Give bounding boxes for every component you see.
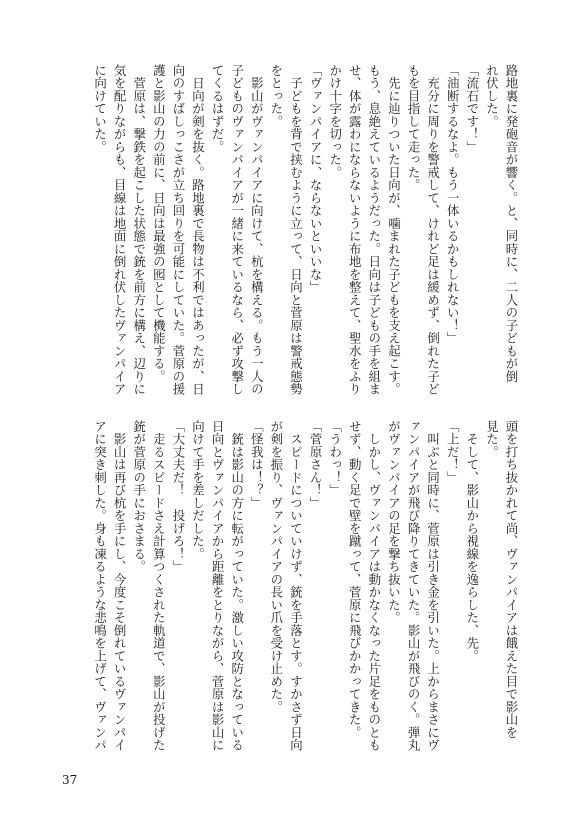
text-line: が剣を振り、ヴァンパイアの長い爪を受け止めた。 bbox=[268, 420, 284, 714]
text-line: スピードについていけず、銃を手落とす。すかさず日向 bbox=[288, 420, 304, 752]
text-line: 先に辿りついた日向が、噛まれた子どもを支え起こす。 bbox=[386, 64, 402, 396]
text-line: もを目指して走った。 bbox=[406, 64, 422, 192]
text-line: 向のすばしっこさが立ち回りを可能にしていた。菅原の援 bbox=[170, 64, 186, 396]
text-line: 影山は再び杭を手にし、今度こそ倒れているヴァンパイ bbox=[112, 420, 128, 752]
text-line: 充分に周りを警戒して、けれど足は緩めず、倒れた子ど bbox=[425, 64, 441, 396]
text-line: 向けて手を差しだした。 bbox=[190, 420, 206, 561]
text-line: れ伏した。 bbox=[484, 64, 500, 128]
text-line: がヴァンパイアの足を撃ち抜いた。 bbox=[386, 420, 402, 624]
lower-text-block bbox=[57, 420, 521, 763]
text-line: に向けていた。 bbox=[92, 64, 108, 154]
text-line: アに突き刺した。身も凍るような悲鳴を上げて、ヴァンパ bbox=[92, 420, 108, 752]
text-line: ァンパイアが飛び降りてきていた。影山が飛びのく。弾丸 bbox=[406, 420, 422, 752]
text-line: 頭を打ち抜かれて尚、ヴァンパイアは餓えた目で影山を bbox=[504, 420, 519, 739]
text-line: 日向とヴァンパイアから距離をとりながら、菅原は影山に bbox=[210, 420, 226, 752]
text-line: 影山がヴァンパイアに向けて、杭を構える。もう一人の bbox=[249, 64, 265, 396]
page-number: 37 bbox=[62, 773, 78, 787]
text-line: 子どもを背で挟むように立って、日向と菅原は警戒態勢 bbox=[288, 64, 304, 396]
text-line: てくるはずだ。 bbox=[210, 64, 226, 154]
text-line: もう、息絶えているようだった。日向は子どもの手を組ま bbox=[366, 64, 382, 396]
text-line: 銃は影山の方に転がっていた。激しい攻防となっている bbox=[229, 420, 245, 752]
text-line: 「大丈夫だ！ 投げろ！」 bbox=[170, 420, 186, 573]
upper-text-block bbox=[57, 64, 521, 407]
text-line: をとった。 bbox=[268, 64, 284, 128]
text-line: せず、動く足で壁を蹴って、菅原に飛びかかってきた。 bbox=[347, 420, 363, 739]
text-line: 子どものヴァンパイアが一緒に来ているなら、必ず攻撃し bbox=[229, 64, 245, 396]
text-line: 叫ぶと同時に、菅原は引き金を引いた。上からまさにヴ bbox=[425, 420, 441, 752]
text-line: 見た。 bbox=[484, 420, 500, 459]
text-line: 菅原は、撃鉄を起こした状態で銃を前方に構え、辺りに bbox=[131, 64, 147, 396]
text-line: しかし、ヴァンパイアは動かなくなった片足をものとも bbox=[366, 420, 382, 752]
text-line: 「怪我は！？」 bbox=[249, 420, 265, 510]
text-line: 銃が菅原の手におさまる。 bbox=[131, 420, 147, 573]
text-line: 走るスピードさえ計算つくされた軌道で、影山が投げた bbox=[151, 420, 167, 752]
text-line: 「菅原さん！」 bbox=[308, 420, 324, 510]
text-line: 「うわっ！」 bbox=[327, 420, 343, 497]
text-line: 気を配りながらも、目線は地面に倒れ伏したヴァンパイア bbox=[112, 64, 128, 396]
text-line: そして、影山から視線を逸らした、先。 bbox=[464, 420, 480, 663]
text-line: 路地裏に発砲音が響く。と、同時に、二人の子どもが倒 bbox=[504, 64, 519, 383]
text-line: 「流石です！」 bbox=[464, 64, 480, 154]
text-line: せ、体が露わにならないように布地を整えて、聖水をふり bbox=[347, 64, 363, 396]
text-line: 日向が剣を抜く。路地裏で長物は不利ではあったが、日 bbox=[190, 64, 206, 396]
text-line: 護と影山の力の前に、日向は最強の囮として機能する。 bbox=[151, 64, 167, 383]
text-line: 「ヴァンパイアに、ならないといいな」 bbox=[308, 64, 324, 294]
text-line: 「上だ！」 bbox=[445, 420, 461, 484]
text-line: かけ十字を切った。 bbox=[327, 64, 343, 179]
text-line: 「油断するなよ。もう一体いるかもしれない！」 bbox=[445, 64, 461, 345]
